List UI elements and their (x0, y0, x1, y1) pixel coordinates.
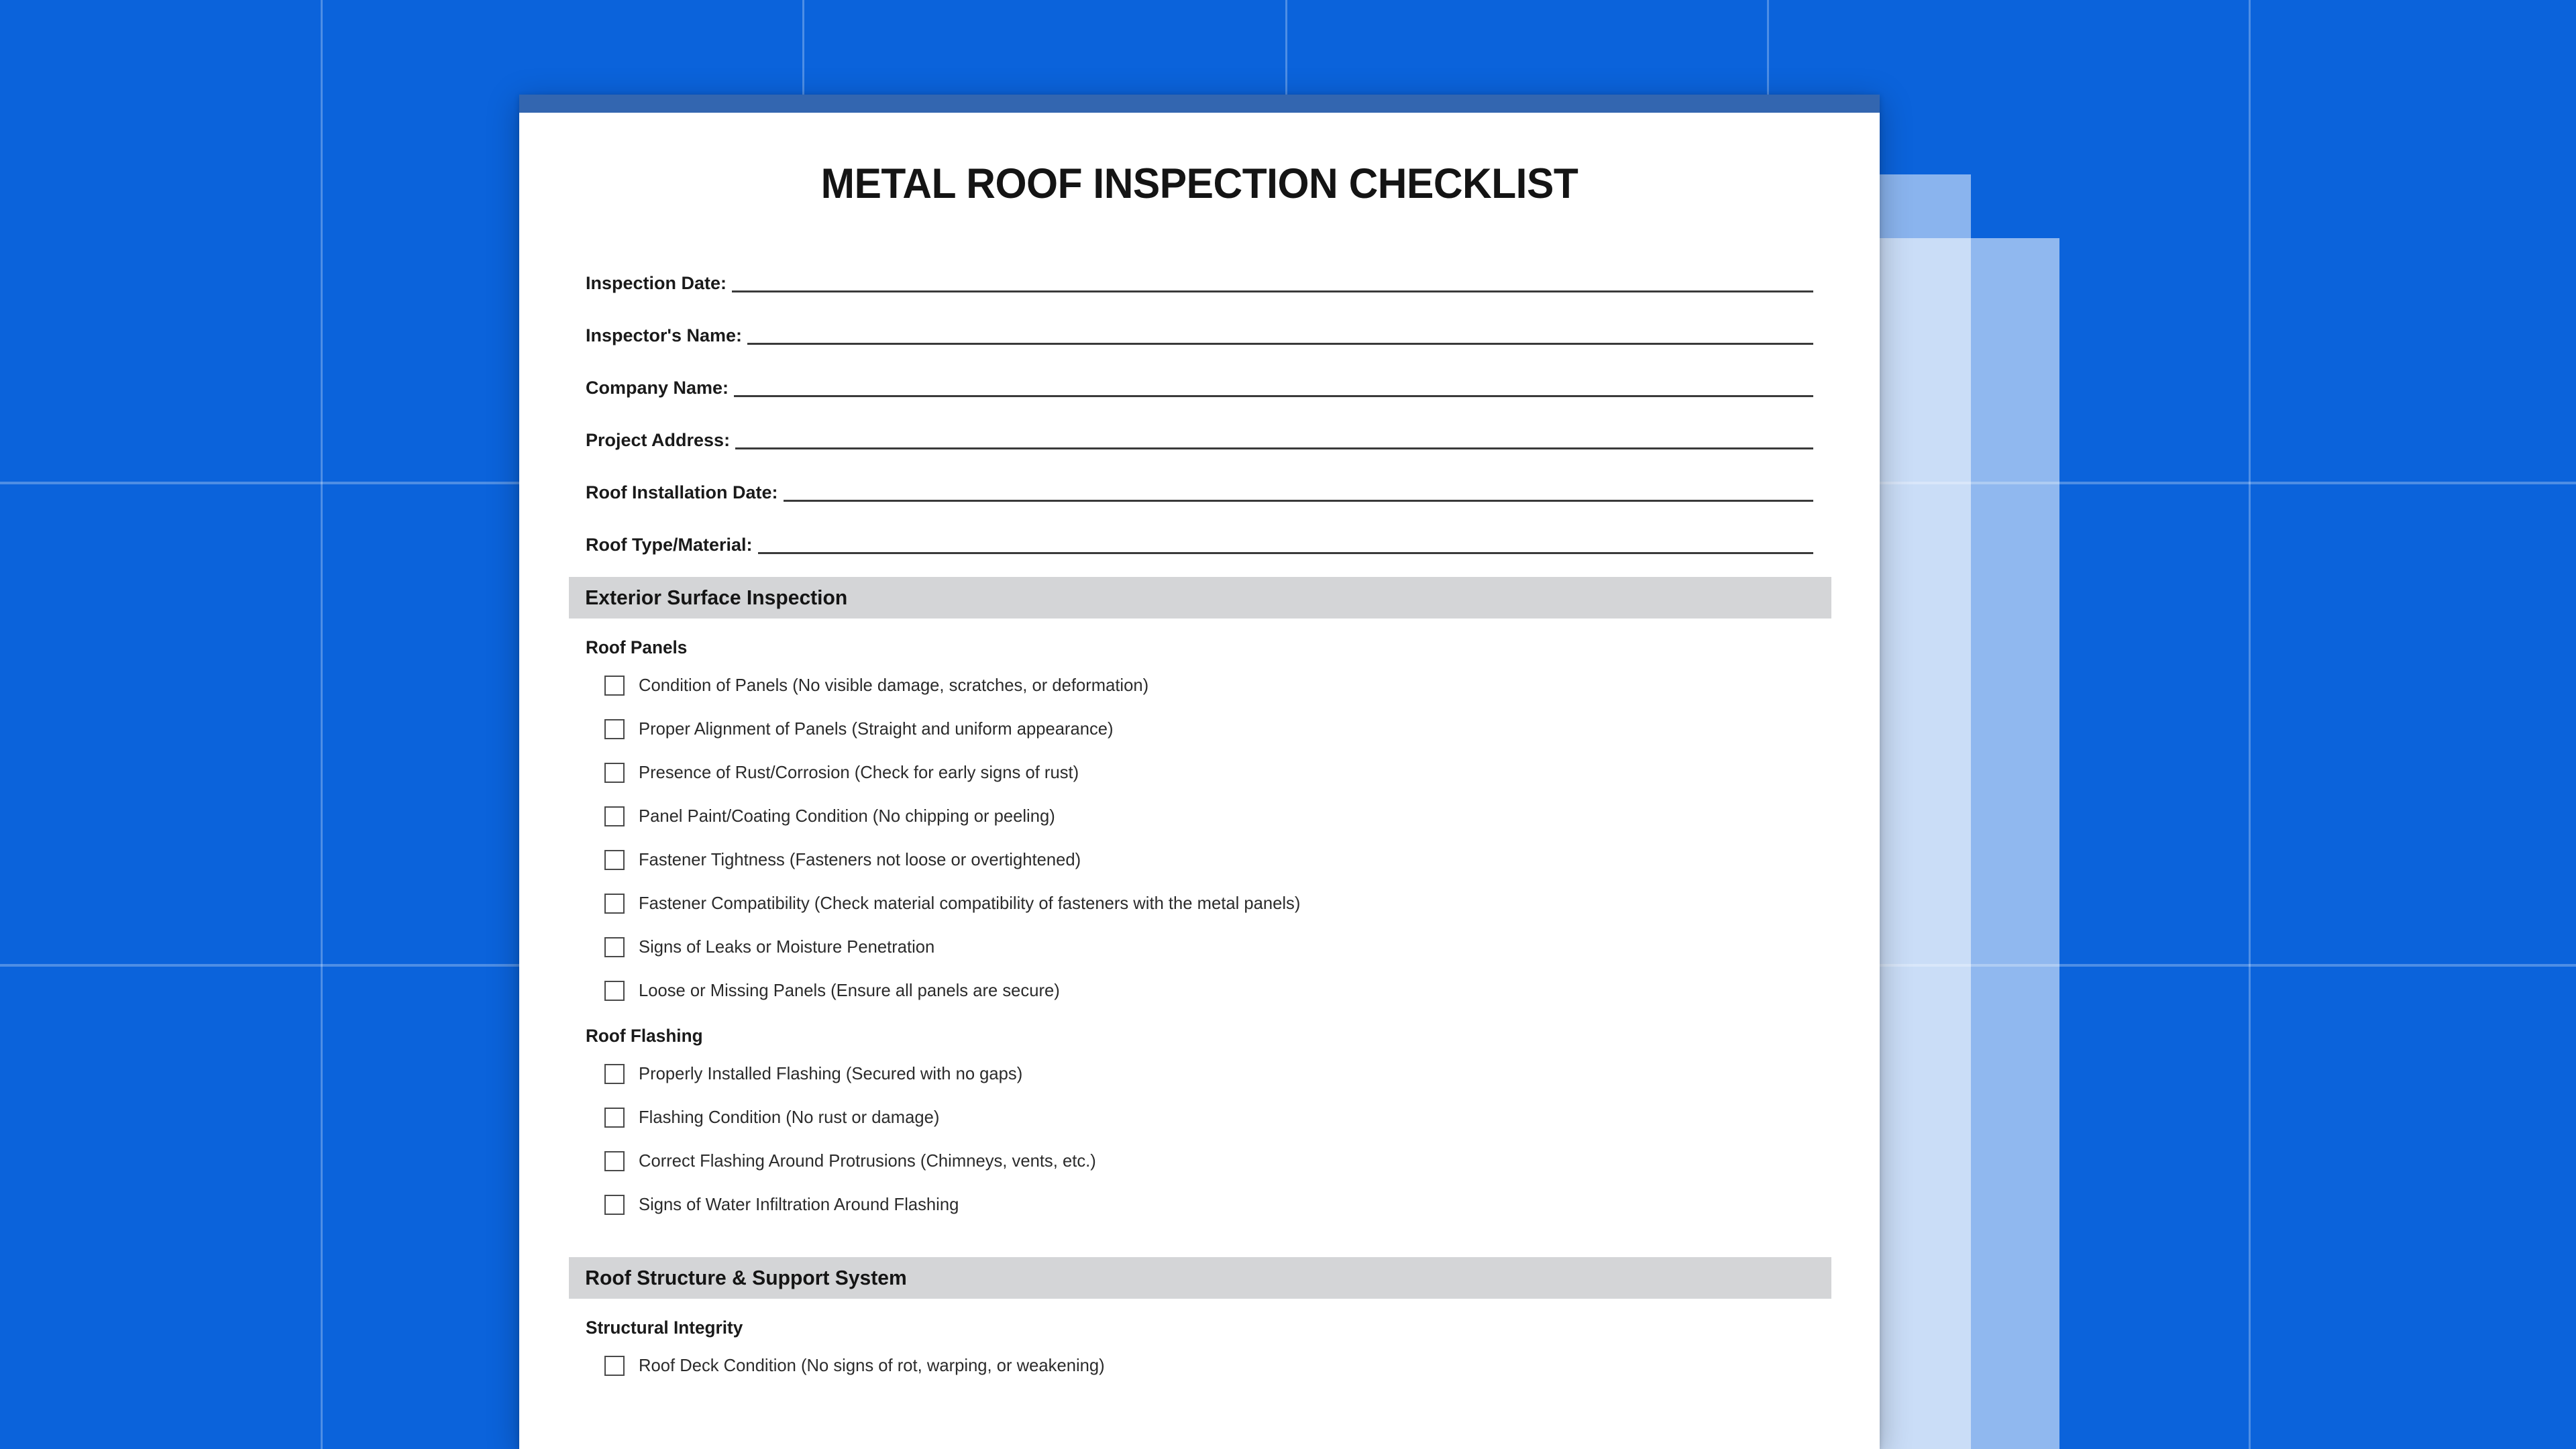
form-row-company-name (586, 347, 1813, 400)
checklist-item-label: Properly Installed Flashing (Secured with no gaps) (639, 1063, 1023, 1083)
page-title: METAL ROOF INSPECTION CHECKLIST (820, 160, 1578, 207)
subgroup-title-roof-flashing: Roof Flashing (586, 1026, 703, 1046)
checklist-roof-panels (586, 663, 1813, 1012)
form-label-roof-installation-date: Roof Installation Date: (586, 482, 778, 502)
checklist-item-label: Correct Flashing Around Protrusions (Chimneys, vents, etc.) (639, 1150, 1096, 1171)
form-input-inspector-name[interactable] (747, 343, 1813, 345)
checklist-item-label: Panel Paint/Coating Condition (No chipping or peeling) (639, 806, 1055, 826)
checklist-item[interactable] (586, 1139, 1813, 1183)
form-label-project-address: Project Address: (586, 430, 731, 450)
checkbox-icon[interactable] (604, 1151, 625, 1171)
checkbox-icon[interactable] (604, 981, 625, 1001)
checkbox-icon[interactable] (604, 676, 625, 696)
document-top-bar (519, 95, 1880, 113)
grid-line-vertical (2249, 0, 2251, 1449)
checklist-item[interactable] (586, 925, 1813, 969)
checklist-item-label: Proper Alignment of Panels (Straight and uniform appearance) (639, 718, 1114, 739)
subgroup-title-structural-integrity: Structural Integrity (586, 1318, 743, 1338)
checklist-item[interactable] (586, 663, 1813, 707)
checklist-item-label: Condition of Panels (No visible damage, scratches, or deformation) (639, 675, 1149, 695)
subgroup-title-roof-panels: Roof Panels (586, 637, 688, 657)
checkbox-icon[interactable] (604, 806, 625, 826)
grid-line-vertical (321, 0, 323, 1449)
checklist-item-label: Signs of Water Infiltration Around Flashing (639, 1194, 959, 1214)
accent-bar-front (1880, 238, 2059, 1449)
checklist-item[interactable] (586, 751, 1813, 794)
checklist-item-label: Flashing Condition (No rust or damage) (639, 1107, 940, 1127)
checklist-item[interactable] (586, 969, 1813, 1012)
checklist-item[interactable] (586, 707, 1813, 751)
checkbox-icon[interactable] (604, 894, 625, 914)
form-label-inspection-date: Inspection Date: (586, 273, 727, 293)
checklist-item[interactable] (586, 1095, 1813, 1139)
checklist-item-label: Signs of Leaks or Moisture Penetration (639, 936, 935, 957)
checklist-item[interactable] (586, 1052, 1813, 1095)
checklist-item-label: Fastener Compatibility (Check material compatibility of fasteners with the metal panels) (639, 893, 1301, 913)
checkbox-icon[interactable] (604, 763, 625, 783)
checklist-item-label: Loose or Missing Panels (Ensure all panels are secure) (639, 980, 1060, 1000)
form-field-list (586, 243, 1813, 557)
form-label-inspector-name: Inspector's Name: (586, 325, 742, 345)
form-row-inspection-date (586, 243, 1813, 295)
checkbox-icon[interactable] (604, 850, 625, 870)
document-page (519, 95, 1880, 1449)
form-input-project-address[interactable] (735, 447, 1813, 449)
form-row-inspector-name (586, 295, 1813, 347)
section-title: Roof Structure & Support System (585, 1266, 907, 1289)
section-header-roof-structure-support-system (569, 1257, 1831, 1299)
section-header-exterior-surface-inspection (569, 577, 1831, 619)
form-input-company-name[interactable] (734, 395, 1813, 397)
form-input-inspection-date[interactable] (732, 290, 1813, 292)
document-body (519, 160, 1880, 1387)
checkbox-icon[interactable] (604, 1108, 625, 1128)
checklist-item[interactable] (586, 881, 1813, 925)
checkbox-icon[interactable] (604, 1356, 625, 1376)
checkbox-icon[interactable] (604, 1064, 625, 1084)
checklist-structural-integrity (586, 1344, 1813, 1387)
checklist-item-label: Roof Deck Condition (No signs of rot, warping, or weakening) (639, 1355, 1105, 1375)
form-input-roof-type-material[interactable] (758, 552, 1813, 554)
form-label-roof-type-material: Roof Type/Material: (586, 535, 753, 555)
checklist-roof-flashing (586, 1052, 1813, 1226)
section-title: Exterior Surface Inspection (585, 586, 848, 609)
form-row-roof-type-material (586, 504, 1813, 557)
form-label-company-name: Company Name: (586, 378, 729, 398)
checkbox-icon[interactable] (604, 937, 625, 957)
checklist-item[interactable] (586, 794, 1813, 838)
form-row-project-address (586, 400, 1813, 452)
checklist-item[interactable] (586, 1183, 1813, 1226)
checklist-item[interactable] (586, 1344, 1813, 1387)
checklist-item-label: Fastener Tightness (Fasteners not loose or overtightened) (639, 849, 1081, 869)
checklist-item-label: Presence of Rust/Corrosion (Check for early signs of rust) (639, 762, 1079, 782)
form-row-roof-installation-date (586, 452, 1813, 504)
checkbox-icon[interactable] (604, 1195, 625, 1215)
checkbox-icon[interactable] (604, 719, 625, 739)
checklist-item[interactable] (586, 838, 1813, 881)
form-input-roof-installation-date[interactable] (784, 500, 1813, 502)
